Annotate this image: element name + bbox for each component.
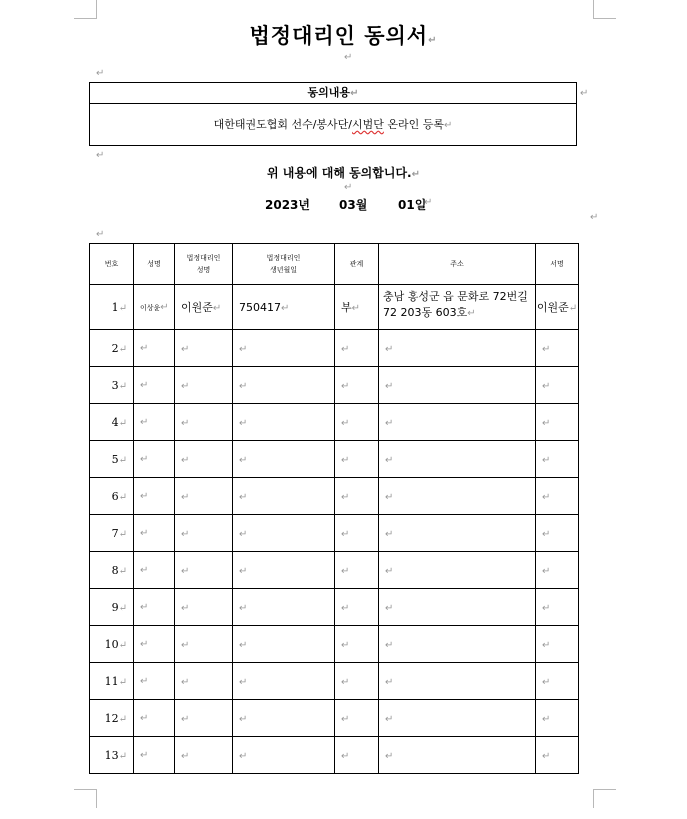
cell-guardian-birth[interactable]: ↵ (233, 626, 335, 663)
table-row (90, 441, 579, 478)
cell-name[interactable]: ↵ (134, 663, 175, 700)
cell-number[interactable]: 7↵ (90, 515, 134, 552)
crop-mark-top-right (593, 0, 616, 19)
cell-guardian-birth[interactable]: ↵ (233, 663, 335, 700)
cell-relation[interactable]: ↵ (335, 478, 379, 515)
cell-relation[interactable]: ↵ (335, 700, 379, 737)
paragraph-mark-icon: ↵ (590, 212, 599, 223)
cell-relation[interactable]: ↵ (335, 404, 379, 441)
paragraph-mark-icon: ↵ (428, 35, 438, 46)
date-year: 2023년 (265, 198, 310, 212)
table-row (90, 478, 579, 515)
crop-mark-top-left (74, 0, 97, 19)
paragraph-mark-icon: ↵ (96, 229, 105, 240)
cell-relation[interactable]: ↵ (335, 515, 379, 552)
table-row (90, 626, 579, 663)
header-guardian-birth: 법정대리인 생년월일 (233, 244, 335, 285)
table-row (90, 663, 579, 700)
cell-address[interactable]: ↵ (379, 663, 536, 700)
cell-address[interactable]: ↵ (379, 330, 536, 367)
cell-relation[interactable]: ↵ (335, 737, 379, 774)
consent-body: 대한태권도협회 선수/봉사단/시범단 온라인 등록↵ (213, 118, 453, 131)
header-relation: 관계 (335, 244, 379, 285)
table-row (90, 285, 579, 330)
cell-name[interactable]: ↵ (134, 552, 175, 589)
cell-signature[interactable]: 이원준↵ (536, 285, 579, 330)
header-guardian-name: 법정대리인 성명 (175, 244, 233, 285)
cell-name[interactable]: ↵ (134, 367, 175, 404)
cell-guardian-name[interactable]: ↵ (175, 626, 233, 663)
paragraph-mark-icon: ↵ (96, 68, 105, 79)
cell-number[interactable]: 10↵ (90, 626, 134, 663)
cell-number[interactable]: 11↵ (90, 663, 134, 700)
header-name: 성명 (134, 244, 175, 285)
cell-guardian-name[interactable]: 이원준↵ (175, 285, 233, 330)
cell-guardian-name[interactable]: ↵ (175, 589, 233, 626)
cell-number[interactable]: 4↵ (90, 404, 134, 441)
cell-signature[interactable]: ↵ (536, 515, 579, 552)
cell-guardian-name[interactable]: ↵ (175, 441, 233, 478)
date-month: 03월 (339, 198, 368, 212)
cell-address[interactable]: ↵ (379, 367, 536, 404)
cell-guardian-name[interactable]: ↵ (175, 700, 233, 737)
table-row (90, 700, 579, 737)
cell-number[interactable]: 3↵ (90, 367, 134, 404)
cell-guardian-birth[interactable]: ↵ (233, 737, 335, 774)
cell-name[interactable]: ↵ (134, 737, 175, 774)
cell-address[interactable]: ↵ (379, 515, 536, 552)
paragraph-mark-icon: ↵ (96, 150, 105, 161)
cell-guardian-name[interactable]: ↵ (175, 663, 233, 700)
cell-name[interactable]: ↵ (134, 330, 175, 367)
cell-guardian-birth[interactable]: ↵ (233, 700, 335, 737)
cell-signature[interactable]: ↵ (536, 737, 579, 774)
cell-address[interactable]: ↵ (379, 441, 536, 478)
paragraph-mark-icon: ↵ (344, 52, 353, 63)
cell-signature[interactable]: ↵ (536, 626, 579, 663)
cell-signature[interactable]: ↵ (536, 700, 579, 737)
cell-relation[interactable]: ↵ (335, 626, 379, 663)
header-signature: 서명 (536, 244, 579, 285)
cell-name[interactable]: ↵ (134, 441, 175, 478)
document-title (0, 20, 687, 50)
crop-mark-bottom-left (74, 789, 97, 808)
cell-relation[interactable]: ↵ (335, 330, 379, 367)
table-row (90, 515, 579, 552)
cell-name[interactable]: ↵ (134, 700, 175, 737)
cell-address[interactable]: ↵ (379, 700, 536, 737)
cell-address[interactable]: ↵ (379, 589, 536, 626)
cell-number[interactable]: 2↵ (90, 330, 134, 367)
cell-name[interactable]: ↵ (134, 589, 175, 626)
cell-guardian-birth[interactable]: ↵ (233, 478, 335, 515)
cell-guardian-name[interactable]: ↵ (175, 478, 233, 515)
paragraph-mark-icon: ↵ (580, 88, 589, 99)
cell-address[interactable]: ↵ (379, 478, 536, 515)
cell-guardian-name[interactable]: ↵ (175, 404, 233, 441)
table-header-row (90, 244, 579, 285)
cell-relation[interactable]: ↵ (335, 552, 379, 589)
guardian-table (89, 243, 579, 774)
cell-guardian-birth[interactable]: ↵ (233, 515, 335, 552)
cell-guardian-name[interactable]: ↵ (175, 552, 233, 589)
cell-guardian-name[interactable]: ↵ (175, 367, 233, 404)
cell-name[interactable]: 이상윤↵ (134, 285, 175, 330)
table-row (90, 367, 579, 404)
paragraph-mark-icon: ↵ (424, 197, 433, 208)
header-address: 주소 (379, 244, 536, 285)
cell-signature[interactable]: ↵ (536, 404, 579, 441)
cell-relation[interactable]: 부↵ (335, 285, 379, 330)
cell-guardian-birth[interactable]: ↵ (233, 330, 335, 367)
cell-name[interactable]: ↵ (134, 626, 175, 663)
cell-guardian-birth[interactable]: ↵ (233, 589, 335, 626)
cell-relation[interactable]: ↵ (335, 589, 379, 626)
cell-signature[interactable]: ↵ (536, 663, 579, 700)
cell-guardian-birth[interactable]: ↵ (233, 552, 335, 589)
cell-signature[interactable]: ↵ (536, 552, 579, 589)
cell-signature[interactable]: ↵ (536, 367, 579, 404)
cell-address[interactable]: ↵ (379, 552, 536, 589)
cell-number[interactable]: 9↵ (90, 589, 134, 626)
paragraph-mark-icon: ↵ (344, 182, 353, 193)
cell-signature[interactable]: ↵ (536, 589, 579, 626)
cell-signature[interactable]: ↵ (536, 441, 579, 478)
cell-relation[interactable]: ↵ (335, 367, 379, 404)
crop-mark-bottom-right (593, 789, 616, 808)
cell-address[interactable]: ↵ (379, 626, 536, 663)
consent-box (89, 82, 577, 146)
cell-number[interactable]: 8↵ (90, 552, 134, 589)
agreement-statement: 위 내용에 대해 동의합니다.↵ (267, 166, 420, 180)
date-day: 01일 (398, 198, 427, 212)
cell-address[interactable]: 충남 홍성군 읍 문화로 72번길 72 203동 603호↵ (379, 285, 536, 330)
table-row (90, 330, 579, 367)
cell-address[interactable]: ↵ (379, 404, 536, 441)
cell-guardian-name[interactable]: ↵ (175, 330, 233, 367)
table-row (90, 552, 579, 589)
cell-number[interactable]: 12↵ (90, 700, 134, 737)
cell-number[interactable]: 1↵ (90, 285, 134, 330)
cell-number[interactable]: 13↵ (90, 737, 134, 774)
cell-address[interactable]: ↵ (379, 737, 536, 774)
cell-relation[interactable]: ↵ (335, 441, 379, 478)
table-row (90, 589, 579, 626)
cell-guardian-birth[interactable]: ↵ (233, 367, 335, 404)
cell-signature[interactable]: ↵ (536, 330, 579, 367)
cell-name[interactable]: ↵ (134, 478, 175, 515)
cell-relation[interactable]: ↵ (335, 663, 379, 700)
cell-name[interactable]: ↵ (134, 404, 175, 441)
title-text: 법정대리인 동의서 (249, 24, 429, 48)
cell-guardian-birth[interactable]: ↵ (233, 404, 335, 441)
cell-number[interactable]: 5↵ (90, 441, 134, 478)
cell-name[interactable]: ↵ (134, 515, 175, 552)
cell-guardian-birth[interactable]: 750417↵ (233, 285, 335, 330)
header-number: 번호 (90, 244, 134, 285)
consent-header: 동의내용↵ (90, 83, 576, 104)
cell-guardian-name[interactable]: ↵ (175, 515, 233, 552)
cell-number[interactable]: 6↵ (90, 478, 134, 515)
cell-guardian-name[interactable]: ↵ (175, 737, 233, 774)
spellcheck-word: 시범단 (352, 118, 384, 131)
cell-guardian-birth[interactable]: ↵ (233, 441, 335, 478)
table-row (90, 737, 579, 774)
table-row (90, 404, 579, 441)
cell-signature[interactable]: ↵ (536, 478, 579, 515)
